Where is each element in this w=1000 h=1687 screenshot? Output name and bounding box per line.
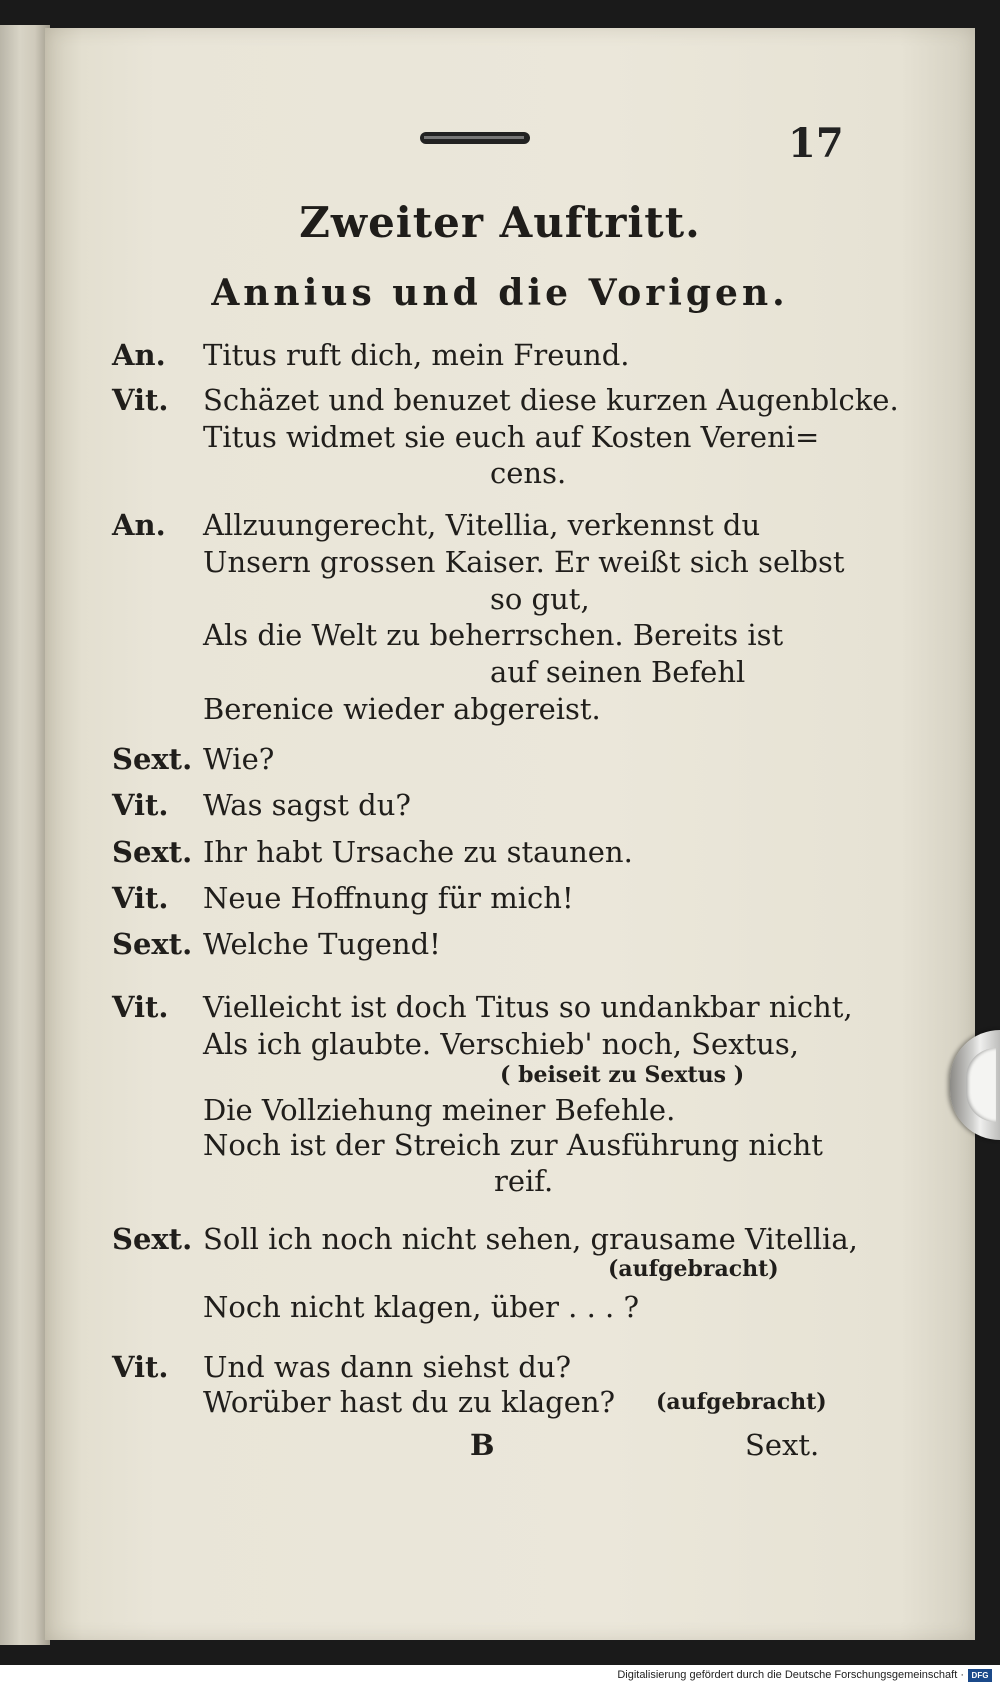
speaker: Sext. (112, 1222, 193, 1256)
speaker: Vit. (112, 990, 169, 1024)
dfg-logo: DFG (968, 1669, 992, 1682)
dialogue-line: Was sagst du? (203, 788, 411, 822)
dialogue-line: Worüber hast du zu klagen? (203, 1385, 616, 1419)
page-number: 17 (788, 120, 844, 167)
dialogue-line: reif. (494, 1164, 554, 1198)
speaker: An. (112, 508, 166, 542)
dialogue-line: Noch nicht klagen, über . . . ? (203, 1290, 640, 1324)
dialogue-line: Neue Hoffnung für mich! (203, 881, 574, 915)
dialogue-line: Vielleicht ist doch Titus so undankbar nicht, (203, 990, 853, 1024)
dialogue-line: Schäzet und benuzet diese kurzen Augenblcke. (203, 383, 899, 417)
dialogue-line: Die Vollziehung meiner Befehle. (203, 1093, 676, 1127)
speaker: Sext. (112, 835, 193, 869)
speaker: An. (112, 338, 166, 372)
scene-title: Zweiter Auftritt. (299, 198, 701, 247)
speaker: Sext. (112, 742, 193, 776)
dialogue-line: cens. (490, 456, 567, 490)
dialogue-line: Welche Tugend! (203, 927, 441, 961)
stage-direction: (aufgebracht) (608, 1256, 779, 1282)
stage-direction: ( beiseit zu Sextus ) (500, 1062, 745, 1088)
catchword: Sext. (745, 1428, 820, 1462)
dialogue-line: so gut, (490, 582, 590, 616)
dialogue-line: Allzuungerecht, Vitellia, verkennst du (203, 508, 761, 542)
dialogue-line: Noch ist der Streich zur Ausführung nicht (203, 1128, 823, 1162)
speaker: Sext. (112, 927, 193, 961)
dialogue-line: Berenice wieder abgereist. (203, 692, 601, 726)
signature-mark: B (470, 1428, 495, 1462)
scene-subtitle: Annius und die Vorigen. (211, 272, 789, 314)
dialogue-line: Als die Welt zu beherrschen. Bereits ist (203, 618, 784, 652)
speaker: Vit. (112, 881, 169, 915)
credit-text: Digitalisierung gefördert durch die Deutsche Forschungsgemeinschaft · (617, 1669, 964, 1681)
dialogue-line: Wie? (203, 742, 275, 776)
dialogue-line: Titus widmet sie euch auf Kosten Vereni= (203, 420, 820, 454)
dialogue-line: Und was dann siehst du? (203, 1350, 572, 1384)
stage-direction: (aufgebracht) (656, 1389, 827, 1415)
speaker: Vit. (112, 788, 169, 822)
dialogue-line: Als ich glaubte. Verschieb' noch, Sextus, (203, 1027, 799, 1061)
dialogue-line: Soll ich noch nicht sehen, grausame Vitellia, (203, 1222, 858, 1256)
binding-edge (0, 25, 50, 1645)
dialogue-line: Titus ruft dich, mein Freund. (203, 338, 630, 372)
header-rule (420, 132, 530, 144)
speaker: Vit. (112, 1350, 169, 1384)
speaker: Vit. (112, 383, 169, 417)
digitization-credit-bar (0, 1665, 1000, 1687)
dialogue-line: auf seinen Befehl (490, 655, 746, 689)
dialogue-line: Unsern grossen Kaiser. Er weißt sich selbst (203, 545, 845, 579)
dialogue-line: Ihr habt Ursache zu staunen. (203, 835, 633, 869)
